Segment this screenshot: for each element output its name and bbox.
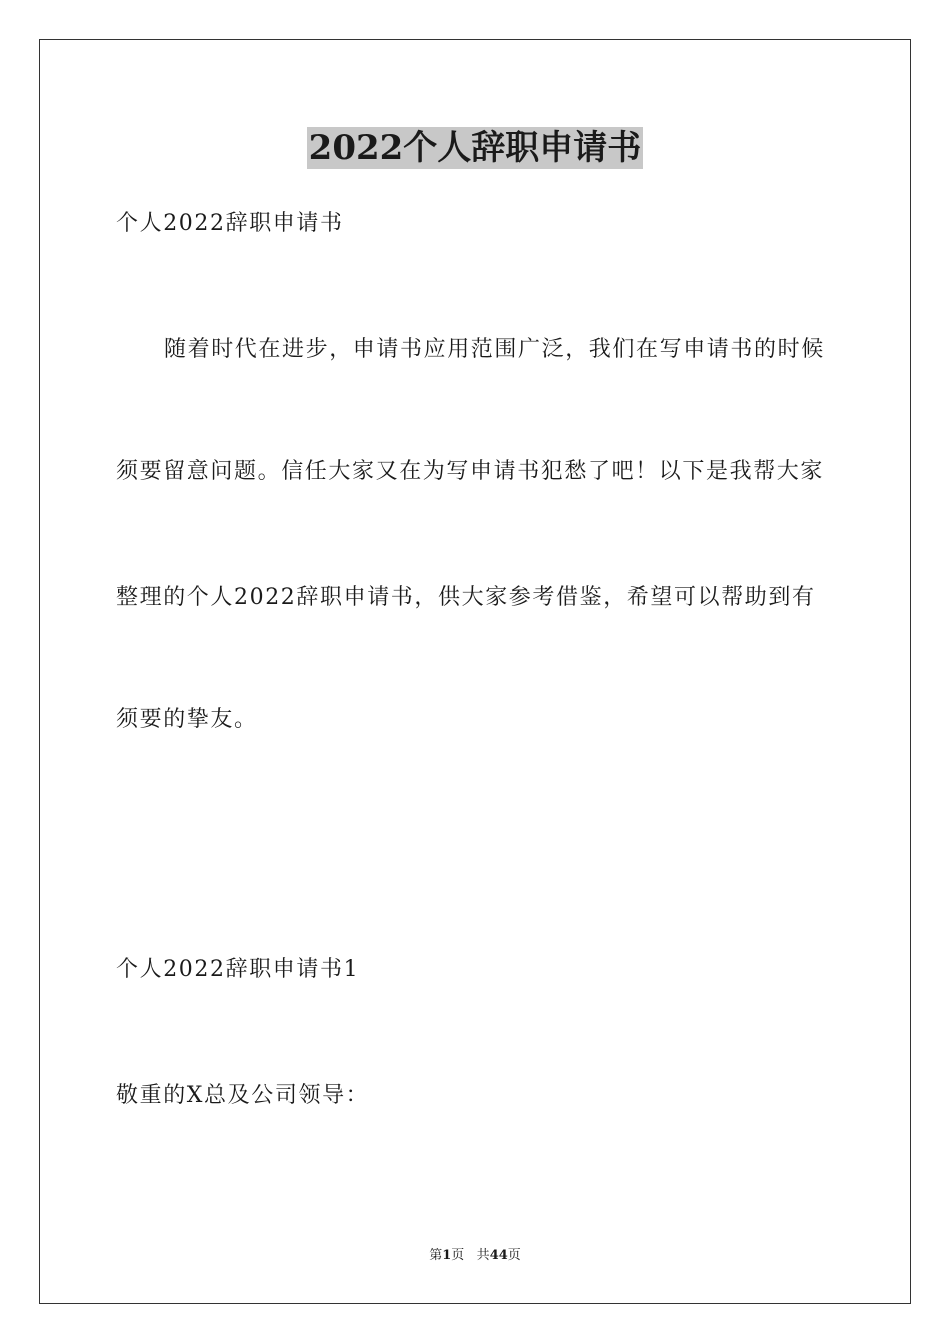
document-subtitle: 个人2022辞职申请书 [116, 211, 344, 236]
footer-total-pages: 44 [489, 1248, 508, 1263]
section-heading: 个人2022辞职申请书1 [116, 957, 360, 982]
salutation: 敬重的X总及公司领导： [116, 1083, 370, 1108]
footer-page-suffix: 页 [451, 1248, 465, 1263]
intro-line-3: 整理的个人2022辞职申请书，供大家参考借鉴，希望可以帮助到有 [116, 585, 816, 610]
document-title: 2022个人辞职申请书 [308, 128, 642, 168]
footer-page-number: 1 [442, 1248, 452, 1263]
intro-line-1: 随着时代在进步，申请书应用范围广泛，我们在写申请书的时候 [164, 337, 825, 362]
footer-page-prefix: 第 [429, 1248, 443, 1263]
title-container [0, 127, 950, 169]
page-footer [0, 1247, 950, 1265]
intro-line-4: 须要的挚友。 [116, 707, 258, 732]
footer-total-suffix: 页 [507, 1248, 521, 1263]
intro-line-2: 须要留意问题。信任大家又在为写申请书犯愁了吧！以下是我帮大家 [116, 459, 825, 484]
footer-total-prefix: 共 [476, 1248, 490, 1263]
